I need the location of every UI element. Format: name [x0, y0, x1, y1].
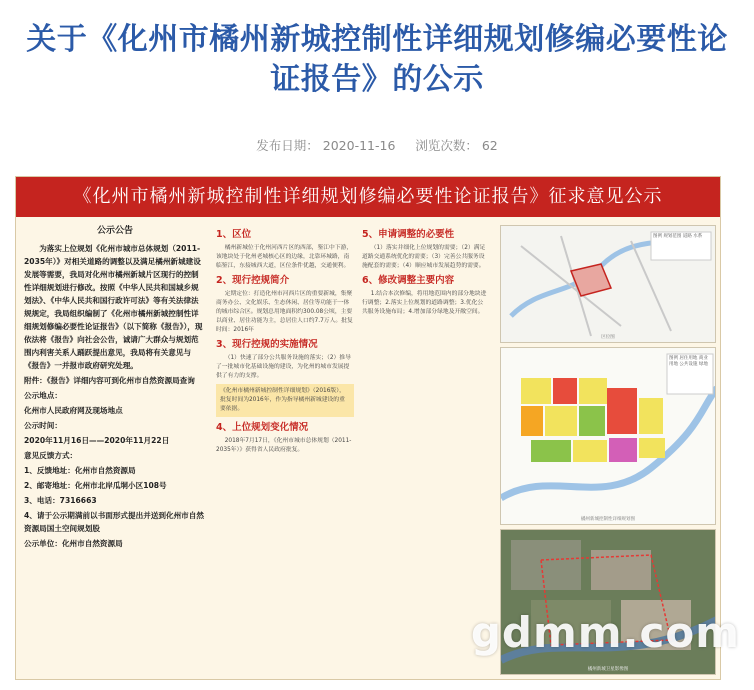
section-text: （1）快速了部分公共服务设施的落实；（2）推导了一批城市化基础设施的建设，为化州的城市发展提供了有力的支撑。	[216, 355, 351, 379]
notice-feedback-label: 意见反馈方式：	[24, 451, 78, 460]
poster-banner: 《化州市橘州新城控制性详细规划修编必要性论证报告》征求意见公示	[16, 177, 720, 217]
views-label: 浏览次数：	[415, 138, 478, 153]
views-count: 62	[481, 138, 498, 153]
notice-unit	[24, 537, 206, 550]
map-caption: 区位图	[601, 335, 615, 340]
announcement-poster-image	[15, 176, 721, 680]
section-title: 4、上位规划变化情况	[216, 422, 309, 433]
zoning-map-graphic	[501, 348, 716, 525]
notice-column	[24, 225, 206, 675]
article-meta	[0, 136, 754, 154]
notice-place: 化州市人民政府网及现场地点	[24, 406, 123, 415]
notice-period: 2020年11月16日——2020年11月22日	[24, 436, 170, 445]
notice-place-label: 公示地点：	[24, 391, 62, 400]
watermark: gdmm.com	[470, 608, 740, 657]
section-text: 1.结合本次修编，将用地范围内的部分地块进行调整；2.落实上位规划的道路调整；3.优化公共服务设施布局；4.增加部分绿地及开敞空间。	[362, 291, 487, 315]
map-caption: 橘州新城控制性详细规划图	[581, 517, 635, 522]
feedback-item: 3、电话：7316663	[24, 496, 97, 505]
feedback-item: 2、邮寄地址：化州市北岸瓜垌小区108号	[24, 481, 167, 490]
section-title: 2、现行控规简介	[216, 275, 290, 286]
location-map-graphic	[501, 226, 716, 343]
page-title: 关于《化州市橘州新城控制性详细规划修编必要性论证报告》的公示	[26, 22, 728, 97]
publish-date: 2020-11-16	[322, 138, 396, 153]
map-legend: 图例 规划范围 道路 水系	[653, 234, 703, 239]
highlight-box: 《化州市橘州新城控制性详细规划》（2016版），批复时间为2016年，作为指导橘州新城建设的重要依据。	[216, 384, 354, 417]
notice-attachment: 附件：《报告》详细内容可到化州市自然资源局查询	[24, 376, 195, 385]
section-text: 橘州新城位于化州河西片区的西部，鉴江中下游，该地块处于化州老城核心区的边缘，北靠环城路，南临鉴江，东接城西大道，区位条件优越，交通便利。	[216, 245, 353, 269]
location-map	[500, 225, 716, 343]
section-title: 3、现行控规的实施情况	[216, 339, 318, 350]
feedback-item: 1、反馈地址：化州市自然资源局	[24, 466, 136, 475]
notice-period-label: 公示时间：	[24, 421, 62, 430]
zoning-map	[500, 347, 716, 525]
notice-unit-label: 公示单位：	[24, 539, 62, 548]
feedback-item: 4、请于公示期满前以书面形式提出并送到化州市自然资源局国土空间规划股	[24, 511, 204, 533]
section-title: 6、修改调整主要内容	[362, 275, 455, 286]
publish-label: 发布日期：	[256, 138, 319, 153]
notice-unit-value: 化州市自然资源局	[61, 539, 123, 548]
notice-body: 为落实上位规划《化州市城市总体规划（2011-2035年）》对相关道路的调整以及满足橘州新城建设发展等需要，我局对化州市橘州新城片区现行的控制性详细规划进行修改。按照《中华人民共和国城乡规划法》、《中华人民共和国行政许可法》等有关法律法规规定，我局组织编制了《化州市橘州新城控制性详细规划修编必要性论证报告》（以下简称《报告》），现依法将《报告》向社会公告，诚请广大群众与规划范围内利害关系人踊跃提出意见，我局将有关意见与《报告》一并报市政府研究处理。	[24, 244, 203, 370]
map-caption: 橘州新城卫星影像图	[587, 667, 629, 672]
section-title: 1、区位	[216, 229, 252, 240]
notice-title: 公示公告	[96, 226, 133, 236]
section-text: （1）落实并细化上位规划的需要；（2）满足道路交通系统优化的需要；（3）完善公共服务设施配套的需要；（4）顺应城市发展趋势的需要。	[362, 245, 486, 269]
map-legend: 图例 居住用地 商业用地 公共设施 绿地	[669, 356, 708, 367]
section-text: 2018年7月17日，《化州市城市总体规划（2011-2035年）》获得省人民政府批复。	[216, 438, 352, 453]
section-text: 定期定位：打造化州市河西片区的重要新城，集聚商务办公、文化娱乐、生态休闲、居住等功能于一体的城市综合区。规划总用地面积约300.08公顷，主要以商业、居住功能为主，总居住人口约7.7万人。批复时间：2016年	[216, 291, 353, 333]
section-title: 5、申请调整的必要性	[362, 229, 455, 240]
sections-column-1	[216, 225, 354, 675]
